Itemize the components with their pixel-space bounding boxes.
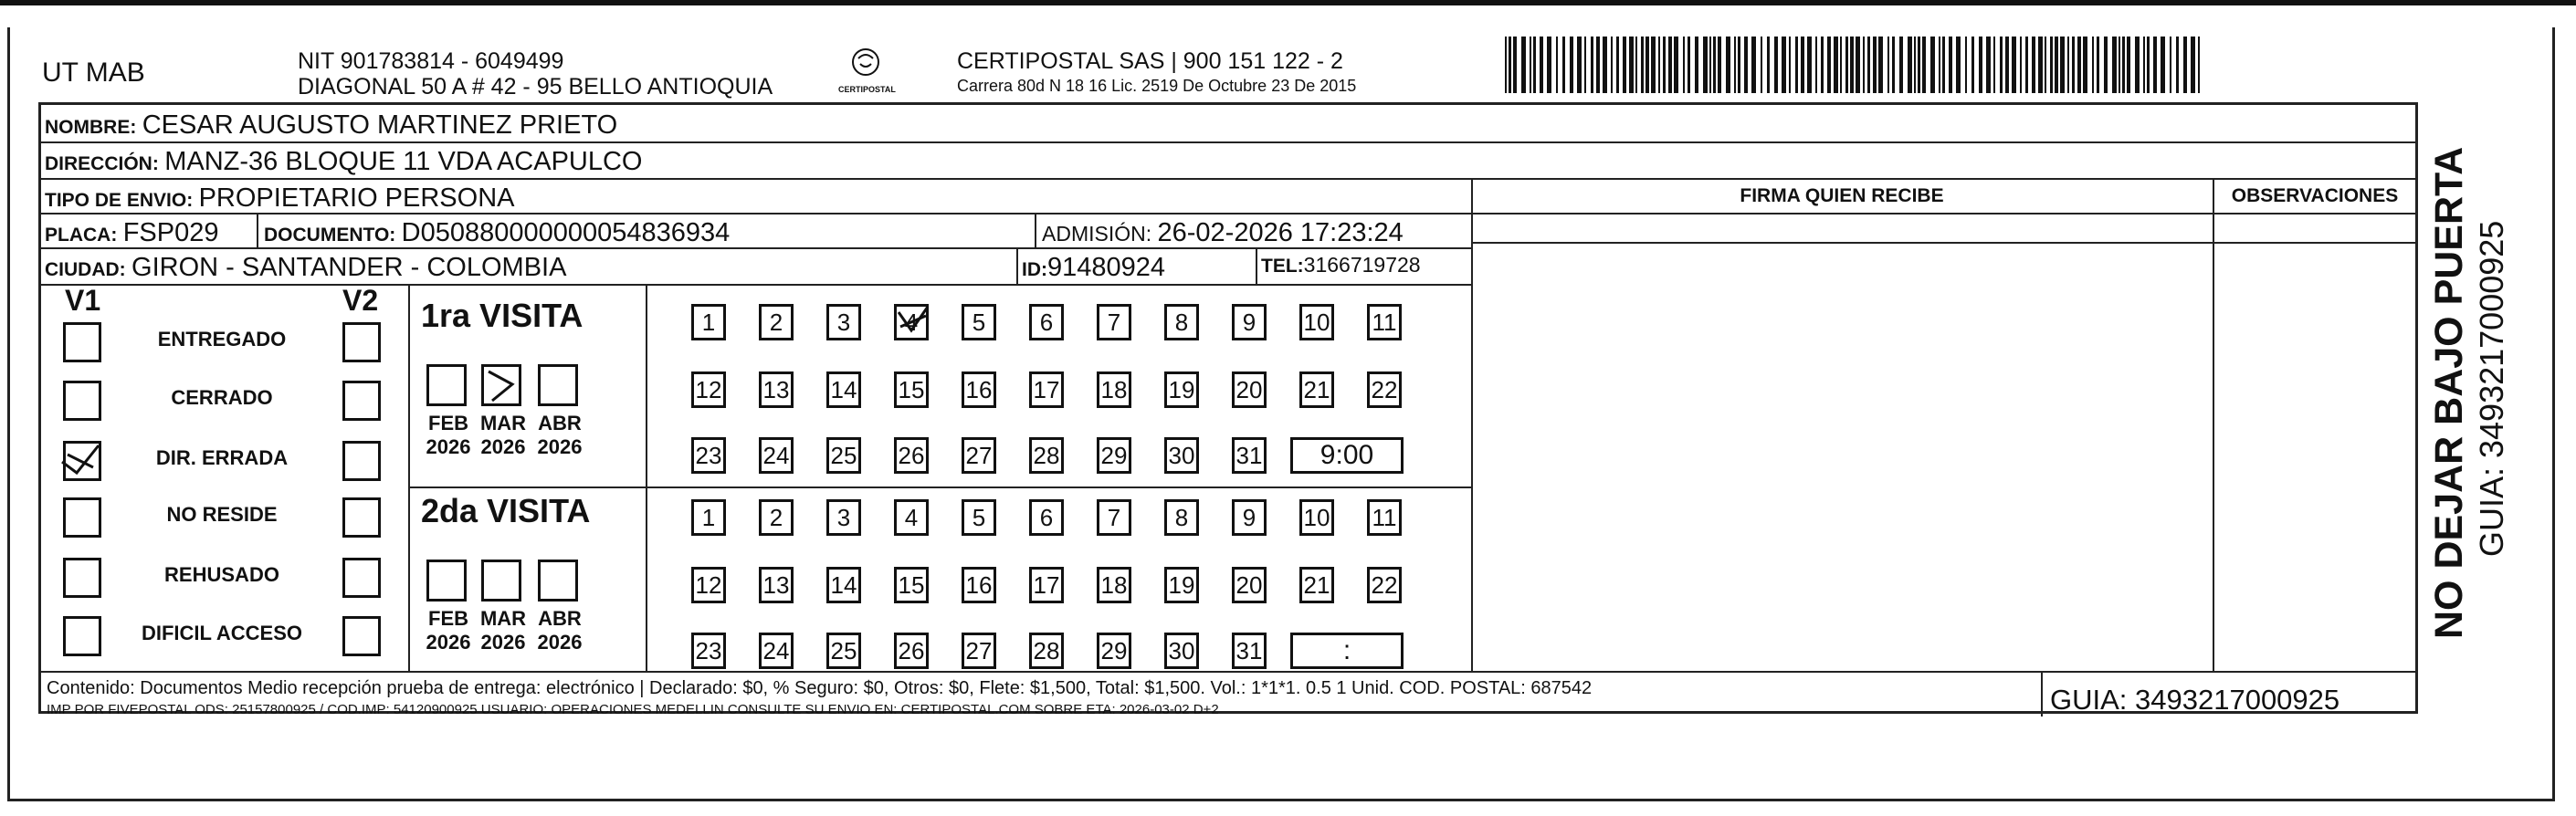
barcode-bar xyxy=(1645,37,1649,93)
barcode-bar xyxy=(1892,37,1895,93)
month-checkbox-mar[interactable] xyxy=(481,364,521,406)
visit1-day-25[interactable]: 25 xyxy=(826,437,861,474)
visit2-day-19[interactable]: 19 xyxy=(1164,567,1199,603)
no-dejar-bajo-puerta: NO DEJAR BAJO PUERTA xyxy=(2427,146,2471,639)
barcode-bar xyxy=(2161,37,2165,93)
ciudad-value: GIRON - SANTANDER - COLOMBIA xyxy=(131,253,567,282)
visit2-title: 2da VISITA xyxy=(421,492,591,529)
visit2-day-29[interactable]: 29 xyxy=(1097,633,1131,669)
id-label: ID: xyxy=(1022,259,1047,280)
barcode-bar xyxy=(1942,37,1945,93)
v1-checkbox-rehusado[interactable] xyxy=(63,558,101,598)
barcode-bar xyxy=(2170,37,2171,93)
status-option-label: NO RESIDE xyxy=(166,503,278,526)
barcode-bar xyxy=(1887,37,1889,93)
visit2-day-2[interactable]: 2 xyxy=(759,499,794,536)
v1-header: V1 xyxy=(65,284,101,317)
barcode-bar xyxy=(1658,37,1660,93)
barcode-bar xyxy=(2122,37,2125,93)
barcode-bar xyxy=(1668,37,1672,93)
barcode-bar xyxy=(2135,37,2140,93)
visit1-day-19[interactable]: 19 xyxy=(1164,371,1199,408)
barcode-bar xyxy=(1641,37,1644,93)
visit1-day-4[interactable]: 4 xyxy=(894,304,929,340)
barcode xyxy=(1505,37,2206,93)
barcode-bar xyxy=(2127,37,2130,93)
visit2-day-25[interactable]: 25 xyxy=(826,633,861,669)
barcode-bar xyxy=(2038,37,2043,93)
barcode-bar xyxy=(1591,37,1593,93)
nombre-label: NOMBRE: xyxy=(45,117,137,138)
barcode-bar xyxy=(1863,37,1865,93)
barcode-bar xyxy=(1562,37,1565,93)
barcode-bar xyxy=(2097,37,2099,93)
visit2-day-7[interactable]: 7 xyxy=(1097,499,1131,536)
barcode-bar xyxy=(1899,37,1903,93)
barcode-bar xyxy=(1782,37,1786,93)
barcode-bar xyxy=(1789,37,1791,93)
tel-value: 3166719728 xyxy=(1303,253,1421,277)
visit2-day-8[interactable]: 8 xyxy=(1164,499,1199,536)
barcode-bar xyxy=(1734,37,1736,93)
visit1-day-22[interactable]: 22 xyxy=(1367,371,1402,408)
barcode-bar xyxy=(1850,37,1854,93)
barcode-bar xyxy=(1635,37,1637,93)
visit2-day-13[interactable]: 13 xyxy=(759,567,794,603)
check-mark-icon xyxy=(895,303,931,340)
barcode-bar xyxy=(1908,37,1912,93)
barcode-bar xyxy=(1956,37,1961,93)
barcode-bar xyxy=(1556,37,1558,93)
barcode-bar xyxy=(1878,37,1883,93)
barcode-bar xyxy=(2153,37,2157,93)
certipostal-license: Carrera 80d N 18 16 Lic. 2519 De Octubre 23 De 2015 xyxy=(957,77,1357,95)
barcode-bar xyxy=(1709,37,1711,93)
visit1-day-9[interactable]: 9 xyxy=(1232,304,1267,340)
side-guia: GUIA: 3493217000925 xyxy=(2473,220,2510,557)
barcode-bar xyxy=(2092,37,2094,93)
v2-header: V2 xyxy=(342,284,379,317)
certipostal-logo: CERTIPOSTAL xyxy=(838,46,893,97)
company-name: UT MAB xyxy=(42,58,145,88)
visit1-day-20[interactable]: 20 xyxy=(1232,371,1267,408)
barcode-bar xyxy=(1815,37,1817,93)
barcode-bar xyxy=(1533,37,1536,93)
barcode-bar xyxy=(1761,37,1762,93)
visit2-day-5[interactable]: 5 xyxy=(962,499,996,536)
month-label: FEB 2026 xyxy=(426,412,471,458)
footer-contenido: Contenido: Documentos Medio recepción prueba de entrega: electrónico | Declarado: $0, % Seguro: $0, Otros: $0, Flete: $1,500, Total: $1,500. Vol.: 1*1*1. 0.5 1 Unid. COD. POSTAL: 687542 xyxy=(47,678,1593,698)
visit2-day-20[interactable]: 20 xyxy=(1232,567,1267,603)
barcode-bar xyxy=(1939,37,1940,93)
visit2-day-18[interactable]: 18 xyxy=(1097,567,1131,603)
visit2-time-box[interactable]: : xyxy=(1290,633,1404,669)
visit1-day-26[interactable]: 26 xyxy=(894,437,929,474)
delivery-form xyxy=(38,102,2418,717)
barcode-bar xyxy=(1651,37,1656,93)
admision-value: 26-02-2026 17:23:24 xyxy=(1157,218,1404,247)
visit1-day-21[interactable]: 21 xyxy=(1299,371,1334,408)
v2-checkbox-no-reside[interactable] xyxy=(342,497,381,538)
visit1-day-6[interactable]: 6 xyxy=(1029,304,1064,340)
visit2-day-1[interactable]: 1 xyxy=(691,499,726,536)
barcode-bar xyxy=(2077,37,2081,93)
visit2-day-28[interactable]: 28 xyxy=(1029,633,1064,669)
barcode-bar xyxy=(1718,37,1721,93)
barcode-bar xyxy=(1505,37,1507,93)
barcode-bar xyxy=(1703,37,1708,93)
status-option-label: REHUSADO xyxy=(164,563,279,586)
barcode-bar xyxy=(1873,37,1877,93)
v1-checkbox-entregado[interactable] xyxy=(63,322,101,362)
visit1-day-29[interactable]: 29 xyxy=(1097,437,1131,474)
barcode-bar xyxy=(1695,37,1698,93)
month-label: FEB 2026 xyxy=(426,607,471,654)
month-label: ABR 2026 xyxy=(537,607,583,654)
barcode-bar xyxy=(1623,37,1626,93)
month-checkbox-mar[interactable] xyxy=(481,560,521,602)
barcode-bar xyxy=(2032,37,2035,93)
firma-area[interactable] xyxy=(1471,244,2213,671)
status-option-label: DIFICIL ACCESO xyxy=(141,622,302,644)
barcode-bar xyxy=(1577,37,1582,93)
visit1-day-31[interactable]: 31 xyxy=(1232,437,1267,474)
visit2-day-3[interactable]: 3 xyxy=(826,499,861,536)
v2-checkbox-entregado[interactable] xyxy=(342,322,381,362)
visit1-day-13[interactable]: 13 xyxy=(759,371,794,408)
barcode-bar xyxy=(1570,37,1573,93)
v2-checkbox-rehusado[interactable] xyxy=(342,558,381,598)
barcode-bar xyxy=(2045,37,2046,93)
visit1-day-23[interactable]: 23 xyxy=(691,437,726,474)
visit1-day-18[interactable]: 18 xyxy=(1097,371,1131,408)
tel-label: TEL: xyxy=(1261,256,1304,277)
barcode-bar xyxy=(1767,37,1770,93)
visit1-day-10[interactable]: 10 xyxy=(1299,304,1334,340)
barcode-bar xyxy=(1979,37,1982,93)
visit1-day-11[interactable]: 11 xyxy=(1367,304,1402,340)
barcode-bar xyxy=(1918,37,1920,93)
barcode-bar xyxy=(1801,37,1804,93)
barcode-bar xyxy=(2104,37,2108,93)
barcode-bar xyxy=(2147,37,2150,93)
visit1-day-24[interactable]: 24 xyxy=(759,437,794,474)
visit2-day-4[interactable]: 4 xyxy=(894,499,929,536)
v1-checkbox-dificil-acceso[interactable] xyxy=(63,616,101,656)
recipient-address: MANZ-36 BLOQUE 11 VDA ACAPULCO xyxy=(164,147,643,176)
barcode-bar xyxy=(1713,37,1716,93)
visit1-day-15[interactable]: 15 xyxy=(894,371,929,408)
barcode-bar xyxy=(2083,37,2087,93)
month-label: MAR 2026 xyxy=(479,412,527,458)
visit1-day-2[interactable]: 2 xyxy=(759,304,794,340)
barcode-bar xyxy=(2060,37,2065,93)
barcode-bar xyxy=(1965,37,1967,93)
barcode-bar xyxy=(1530,37,1531,93)
barcode-bar xyxy=(2191,37,2195,93)
status-option-label: CERRADO xyxy=(171,386,273,409)
barcode-bar xyxy=(1795,37,1798,93)
visit1-day-16[interactable]: 16 xyxy=(962,371,996,408)
barcode-bar xyxy=(1513,37,1517,93)
visit1-day-3[interactable]: 3 xyxy=(826,304,861,340)
barcode-bar xyxy=(2000,37,2003,93)
barcode-bar xyxy=(1807,37,1812,93)
visit2-day-21[interactable]: 21 xyxy=(1299,567,1334,603)
barcode-bar xyxy=(2072,37,2075,93)
barcode-bar xyxy=(1688,37,1690,93)
barcode-bar xyxy=(2067,37,2069,93)
barcode-bar xyxy=(1867,37,1870,93)
barcode-bar xyxy=(1616,37,1619,93)
barcode-bar xyxy=(1509,37,1511,93)
barcode-bar xyxy=(2143,37,2145,93)
visit2-day-14[interactable]: 14 xyxy=(826,567,861,603)
barcode-bar xyxy=(1540,37,1543,93)
barcode-bar xyxy=(1611,37,1613,93)
v1-checkbox-dir-errada[interactable] xyxy=(63,441,101,481)
barcode-bar xyxy=(1629,37,1634,93)
barcode-bar xyxy=(2176,37,2179,93)
visit2-day-23[interactable]: 23 xyxy=(691,633,726,669)
barcode-bar xyxy=(1922,37,1926,93)
barcode-bar xyxy=(1521,37,1526,93)
barcode-bar xyxy=(2012,37,2016,93)
barcode-bar xyxy=(1856,37,1860,93)
barcode-bar xyxy=(1751,37,1756,93)
barcode-bar xyxy=(1584,37,1586,93)
visit1-day-8[interactable]: 8 xyxy=(1164,304,1199,340)
check-mark-icon xyxy=(58,442,102,478)
barcode-bar xyxy=(1821,37,1824,93)
barcode-bar xyxy=(1744,37,1748,93)
tipo-envio: PROPIETARIO PERSONA xyxy=(198,183,515,213)
placa-value: FSP029 xyxy=(122,218,219,247)
month-label: MAR 2026 xyxy=(479,607,527,654)
month-checkbox-abr[interactable] xyxy=(538,560,578,602)
visit1-day-30[interactable]: 30 xyxy=(1164,437,1199,474)
visit1-day-28[interactable]: 28 xyxy=(1029,437,1064,474)
barcode-bar xyxy=(1827,37,1831,93)
v2-checkbox-dir-errada[interactable] xyxy=(342,441,381,481)
barcode-bar xyxy=(1971,37,1974,93)
barcode-bar xyxy=(1674,37,1678,93)
visit1-time-box[interactable]: 9:00 xyxy=(1290,437,1404,474)
barcode-bar xyxy=(1683,37,1685,93)
month-checkbox-abr[interactable] xyxy=(538,364,578,406)
barcode-bar xyxy=(2198,37,2200,93)
visit2-day-15[interactable]: 15 xyxy=(894,567,929,603)
visit2-day-31[interactable]: 31 xyxy=(1232,633,1267,669)
status-option-label: ENTREGADO xyxy=(157,328,287,350)
visit2-day-12[interactable]: 12 xyxy=(691,567,726,603)
visit1-day-1[interactable]: 1 xyxy=(691,304,726,340)
observaciones-area[interactable] xyxy=(2214,244,2415,671)
firma-header: FIRMA QUIEN RECIBE xyxy=(1740,185,1944,206)
barcode-bar xyxy=(2183,37,2187,93)
barcode-bar xyxy=(2112,37,2117,93)
visit2-day-17[interactable]: 17 xyxy=(1029,567,1064,603)
month-checkbox-feb[interactable] xyxy=(426,364,467,406)
barcode-bar xyxy=(1596,37,1600,93)
ciudad-label: CIUDAD: xyxy=(45,259,126,280)
barcode-bar xyxy=(1949,37,1952,93)
month-label: ABR 2026 xyxy=(537,412,583,458)
visit2-day-30[interactable]: 30 xyxy=(1164,633,1199,669)
visit1-day-17[interactable]: 17 xyxy=(1029,371,1064,408)
barcode-bar xyxy=(1993,37,1995,93)
barcode-bar xyxy=(1834,37,1838,93)
barcode-bar xyxy=(2119,37,2120,93)
v1-checkbox-no-reside[interactable] xyxy=(63,497,101,538)
barcode-bar xyxy=(2020,37,2022,93)
certipostal-name: CERTIPOSTAL SAS | 900 151 122 - 2 xyxy=(957,48,1343,74)
visit2-day-22[interactable]: 22 xyxy=(1367,567,1402,603)
documento-value: D050880000000054836934 xyxy=(401,218,731,247)
barcode-bar xyxy=(1845,37,1848,93)
barcode-bar xyxy=(2005,37,2009,93)
visit2-day-6[interactable]: 6 xyxy=(1029,499,1064,536)
barcode-bar xyxy=(2055,37,2058,93)
check-mark-icon xyxy=(481,364,521,406)
visit2-day-27[interactable]: 27 xyxy=(962,633,996,669)
v1-checkbox-cerrado[interactable] xyxy=(63,381,101,421)
visit2-day-16[interactable]: 16 xyxy=(962,567,996,603)
admision-label: ADMISIÓN: xyxy=(1042,222,1152,246)
footer-imp: IMP POR FIVEPOSTAL ODS: 25157800925 / COD.IMP: 54120900925 USUARIO: OPERACIONES MEDELLIN CONSULTE SU ENVIO EN: CERTIPOSTAL.COM SOBRE ETA: 2026-03-02 D+2 xyxy=(47,702,1219,717)
barcode-bar xyxy=(1914,37,1916,93)
recipient-name: CESAR AUGUSTO MARTINEZ PRIETO xyxy=(142,110,618,140)
visit1-day-14[interactable]: 14 xyxy=(826,371,861,408)
barcode-bar xyxy=(1774,37,1778,93)
barcode-bar xyxy=(1986,37,1991,93)
tipo-envio-label: TIPO DE ENVIO: xyxy=(45,190,194,211)
status-option-label: DIR. ERRADA xyxy=(155,446,289,469)
id-value: 91480924 xyxy=(1047,253,1166,282)
barcode-bar xyxy=(1603,37,1607,93)
documento-label: DOCUMENTO: xyxy=(264,225,396,246)
visit2-day-10[interactable]: 10 xyxy=(1299,499,1334,536)
placa-label: PLACA: xyxy=(45,225,118,246)
visit2-day-24[interactable]: 24 xyxy=(759,633,794,669)
footer-guia: GUIA: 3493217000925 xyxy=(2050,684,2340,716)
barcode-bar xyxy=(1738,37,1740,93)
visit2-day-9[interactable]: 9 xyxy=(1232,499,1267,536)
visit1-title: 1ra VISITA xyxy=(421,297,584,334)
company-nit: NIT 901783814 - 6049499 xyxy=(298,48,564,74)
observaciones-header: OBSERVACIONES xyxy=(2231,185,2399,206)
direccion-label: DIRECCIÓN: xyxy=(45,153,159,174)
v2-checkbox-cerrado[interactable] xyxy=(342,381,381,421)
visit2-day-11[interactable]: 11 xyxy=(1367,499,1402,536)
company-address: DIAGONAL 50 A # 42 - 95 BELLO ANTIOQUIA xyxy=(298,74,773,99)
month-checkbox-feb[interactable] xyxy=(426,560,467,602)
visit1-day-7[interactable]: 7 xyxy=(1097,304,1131,340)
top-border xyxy=(0,0,2576,5)
visit1-day-12[interactable]: 12 xyxy=(691,371,726,408)
barcode-bar xyxy=(1547,37,1551,93)
barcode-bar xyxy=(1726,37,1730,93)
v2-checkbox-dificil-acceso[interactable] xyxy=(342,616,381,656)
visit1-day-27[interactable]: 27 xyxy=(962,437,996,474)
barcode-bar xyxy=(1930,37,1935,93)
visit2-day-26[interactable]: 26 xyxy=(894,633,929,669)
barcode-bar xyxy=(2025,37,2028,93)
barcode-bar xyxy=(2050,37,2053,93)
barcode-bar xyxy=(1840,37,1842,93)
visit1-day-5[interactable]: 5 xyxy=(962,304,996,340)
barcode-bar xyxy=(1663,37,1666,93)
